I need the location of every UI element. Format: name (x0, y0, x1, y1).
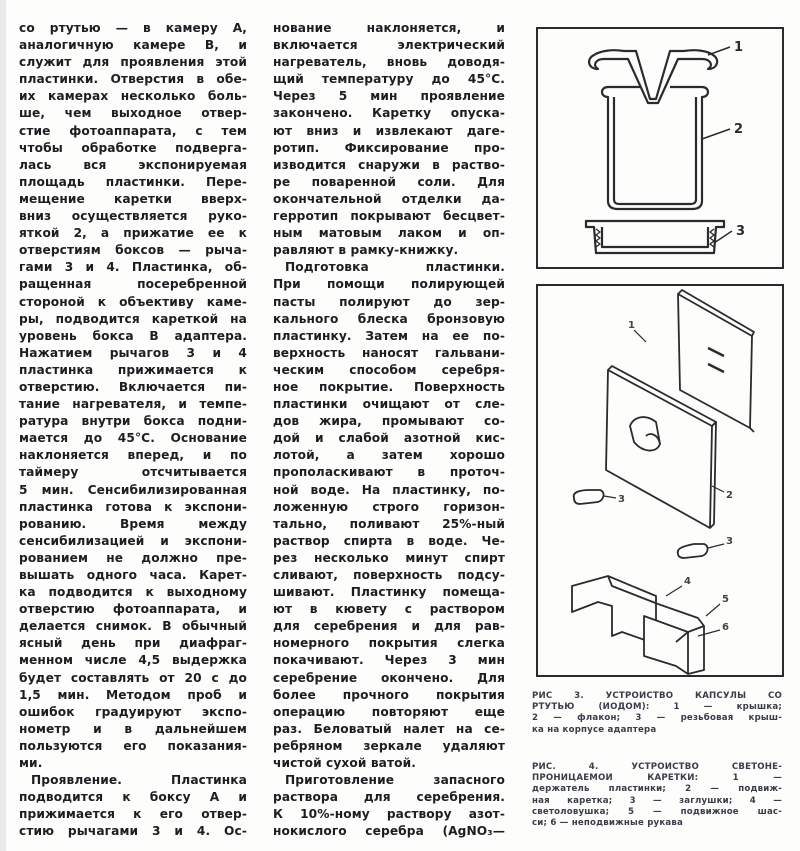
text-line: рез несколько минут спирт (273, 550, 505, 565)
fig4-callout-3b: 3 (726, 536, 733, 547)
text-line: закончено. Каретку опуска- (273, 106, 505, 121)
text-line: уровень бокса В адаптера. (19, 328, 247, 343)
text-line: ное покрытие. Поверхность (273, 379, 505, 394)
text-line: операцию повторяют еще (273, 704, 505, 719)
text-line: 5 мин. Сенсибилизированная (19, 482, 247, 497)
text-line: раз. Беловатый налет на се- (273, 721, 505, 736)
page-edge-strip (0, 0, 6, 851)
text-line: ясный день при диафраг- (19, 636, 247, 651)
caption-line: си; 6 — неподвижные рукава (532, 817, 684, 828)
text-line: тально, поливают 25%-ный (273, 516, 505, 531)
section-heading-line (19, 772, 247, 789)
text-line: дов жира, промывают со- (273, 414, 505, 429)
text-line: вниз осуществляется руко- (19, 209, 247, 224)
text-line: шивают. Пластинку помеща- (273, 585, 505, 600)
figure-3-capsule-diagram (536, 27, 784, 269)
text-fragment: Пластинка (171, 773, 247, 788)
text-line: пластинка готова к экспони- (19, 499, 247, 514)
text-line: кального блеска бронзовую (273, 311, 505, 326)
text-line: для серебрения и для рав- (273, 619, 505, 634)
text-line: чтобы обработке подверга- (19, 140, 247, 155)
caption-line: РТУТЬЮ (ЙОДОМ): 1 — крышка; (532, 702, 782, 713)
text-line: нометр и в дальнейшем (19, 721, 247, 736)
text-line: ошибок градуируют экспо- (19, 704, 247, 719)
text-line: прижимается к его отвер- (19, 807, 247, 822)
text-line: делается снимок. В обычный (19, 619, 247, 634)
text-line: подводится к боксу А и (19, 790, 247, 805)
text-line: рованием не должно пре- (19, 550, 247, 565)
capsule-lid (589, 50, 717, 103)
text-line: ротип. Фиксирование про- (273, 140, 505, 155)
text-line: серебрение окончено. Для (273, 670, 505, 685)
text-line: пластинки. Отверстия в обе- (19, 72, 247, 87)
text-line: изводится снаружи в раство- (273, 157, 505, 172)
text-line: К 10%-ному раствору азот- (273, 807, 505, 822)
text-line: Через 5 мин проявление (273, 89, 505, 104)
text-line: 1,5 мин. Методом проб и (19, 687, 247, 702)
text-line: ре поваренной соли. Для (273, 174, 505, 189)
text-line: пластинка прижимается к (19, 362, 247, 377)
text-line: лотой, а затем хорошо (273, 448, 505, 463)
text-line: сливают, поверхность подсу- (273, 568, 505, 582)
caption-line: РИС 3. УСТРОЙСТВО КАПСУЛЫ СО (532, 691, 782, 701)
figure-4-caption (532, 762, 782, 829)
text-line: ложенную строго горизон- (273, 499, 505, 514)
text-line: прополаскивают в проточ- (273, 465, 505, 480)
text-line: щий температуру до 45°С. (273, 72, 505, 87)
text-line: отверстию фотоаппарата, и (19, 602, 247, 617)
text-line: ми. (19, 756, 43, 771)
text-line: ры, подводится кареткой на (19, 311, 247, 326)
text-line: их камерах несколько боль- (19, 89, 247, 104)
fig4-callout-2: 2 (726, 490, 733, 501)
text-line: аналогичную камере В, и (19, 38, 247, 53)
text-line: отверстиям боксов — рыча- (19, 243, 247, 258)
text-line: менном числе 4,5 выдержка (19, 653, 247, 668)
fig3-callout-2: 2 (734, 122, 744, 137)
text-line: служит для проявления этой (19, 55, 247, 70)
text-line: чистой сухой ватой. (273, 756, 416, 771)
text-line: равляют в рамку-книжку. (273, 243, 459, 258)
text-line: ка подводится к выходному (19, 585, 247, 600)
light-trap (644, 616, 704, 674)
caption-line: держатель пластинки; 2 — подвиж- (532, 784, 782, 795)
text-line: ребряном зеркале удаляют (273, 738, 505, 753)
text-line: пластинку. Затем на ее по- (273, 328, 505, 343)
plug-right (678, 544, 708, 558)
fig3-callout-1: 1 (734, 40, 744, 55)
caption-line: светоловушка; 5 — подвижное шас- (532, 806, 782, 817)
text-line: дой и слабой азотной кис- (273, 431, 505, 446)
text-line: ше, чем выходное отвер- (19, 106, 247, 121)
capsule-screw-cap (586, 221, 724, 253)
text-line: верхность наносят гальвани- (273, 345, 505, 360)
text-line: отверстию. Включается пи- (19, 379, 247, 394)
text-line: наклоняется вперед, и по (19, 448, 247, 463)
text-line: покачивают. Через 3 мин (273, 653, 505, 668)
caption-line: ная каретка; 3 — заглушки; 4 — (532, 795, 782, 806)
fig4-callout-5: 5 (722, 594, 729, 605)
text-line: нокислого серебра (AgNO₃— (273, 824, 505, 839)
text-line: стию рычагами 3 и 4. Ос- (19, 824, 247, 839)
section-heading-prigotovlenie-cont: раствора для серебрения. (273, 790, 505, 805)
text-line: ным матовым лаком и оп- (273, 226, 505, 241)
caption-line: ка на корпусе адаптера (532, 724, 657, 735)
plug-left (574, 490, 604, 504)
text-line: раствор спирта в воде. Че- (273, 533, 505, 548)
text-column-1 (19, 20, 247, 841)
fig4-callout-4: 4 (684, 576, 691, 587)
caption-line: РИС. 4. УСТРОЙСТВО СВЕТОНЕ- (532, 762, 782, 772)
text-column-2 (273, 20, 505, 841)
text-line: площадь пластинки. Пере- (19, 174, 247, 189)
text-line: стороной к объективу каме- (19, 294, 247, 309)
text-line: вышать одного часа. Карет- (19, 568, 247, 582)
figure-3-caption (532, 691, 782, 736)
text-line: стие фотоаппарата, с тем (19, 123, 247, 138)
text-line: тание нагревателя, и темпе- (19, 397, 247, 412)
capsule-flask (602, 87, 708, 209)
text-line: сенсибилизацией и экспони- (19, 533, 247, 548)
text-line: пользуются его показания- (19, 738, 247, 753)
text-line: будет составлять от 20 с до (19, 670, 247, 685)
capsule-drawing (538, 29, 782, 267)
section-heading-podgotovka: Подготовка пластинки. (285, 260, 505, 275)
text-line: ческим способом серебря- (273, 362, 505, 377)
text-line: окончательной отделки да- (273, 191, 505, 206)
text-line: со ртутью — в камеру А, (19, 21, 247, 35)
fig4-callout-6: 6 (722, 622, 729, 633)
carriage-drawing (538, 286, 782, 675)
text-line: ращенная посеребренной (19, 277, 247, 292)
fig4-callout-1: 1 (628, 320, 635, 331)
text-line: ной воде. На пластинку, по- (273, 482, 505, 497)
caption-line: 2 — флакон; 3 — резьбовая крыш- (532, 713, 782, 724)
text-line: герротип покрывают бесцвет- (273, 209, 505, 224)
text-line: ют в кювету с раствором (273, 602, 505, 617)
text-line: таймеру отсчитывается (19, 465, 247, 480)
text-line: рованию. Время между (19, 516, 247, 531)
text-line: номерного покрытия слегка (273, 636, 505, 651)
section-heading-prigotovlenie: Приготовление запасного (285, 773, 505, 788)
caption-line: ПРОНИЦАЕМОЙ КАРЕТКИ: 1 — (532, 773, 782, 784)
text-line: ют вниз и извлекают даге- (273, 123, 505, 138)
text-line: гами 3 и 4. Пластинка, об- (19, 260, 247, 275)
text-line: мещение каретки вверх- (19, 191, 247, 206)
text-line: При помощи полирующей (273, 277, 505, 292)
text-line: Нажатием рычагов 3 и 4 (19, 345, 247, 360)
text-line: мается до 45°С. Основание (19, 431, 247, 446)
text-line: ратура внутри бокса подни- (19, 414, 247, 429)
section-heading-proyavlenie: Проявление. (31, 773, 122, 788)
text-line: пластинки очищают от сле- (273, 397, 505, 412)
text-line: яткой 2, а прижатие ее к (19, 226, 247, 241)
text-line: лась вся экспонируемая (19, 157, 247, 172)
figure-4-carriage-diagram (536, 284, 784, 677)
text-line: нование наклоняется, и (273, 21, 505, 35)
text-line: нагреватель, вновь доводя- (273, 55, 505, 70)
text-line: более прочного покрытия (273, 687, 505, 702)
fig4-callout-3a: 3 (618, 494, 625, 505)
text-line: пасты полируют до зер- (273, 294, 505, 309)
fig3-callout-3: 3 (736, 224, 746, 239)
text-line: включается электрический (273, 38, 505, 53)
